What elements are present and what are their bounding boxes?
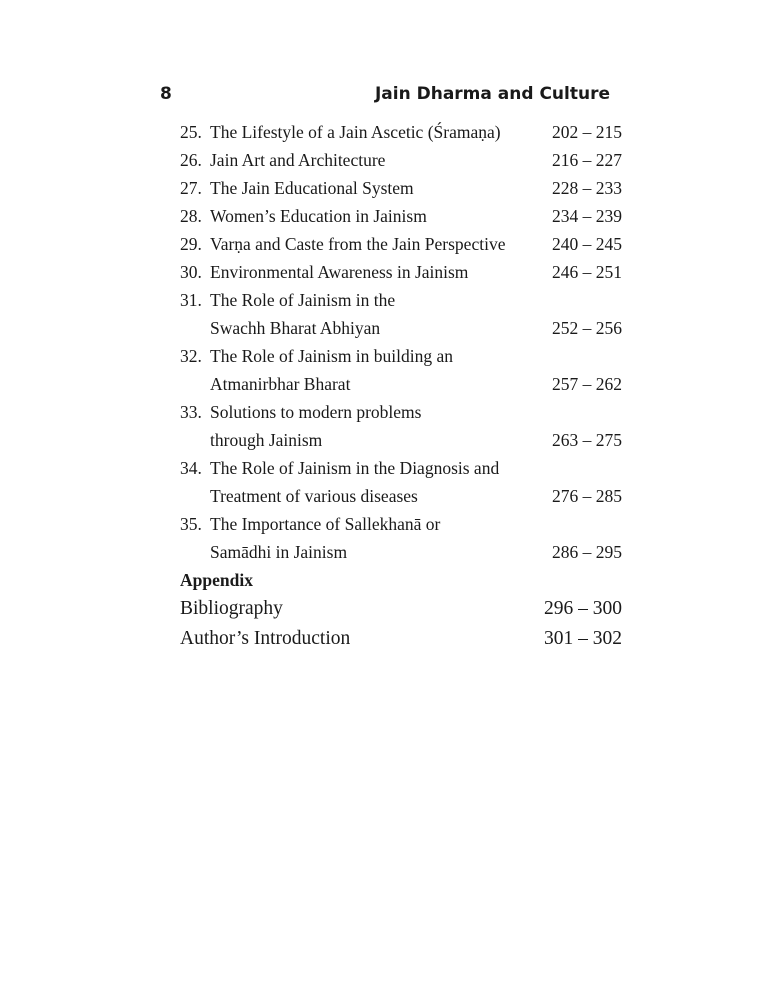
- toc-entry-number: 31.: [180, 290, 202, 310]
- toc-entry-number: 35.: [180, 514, 202, 534]
- toc-entry-continuation: [180, 538, 622, 566]
- appendix-entry-title: Bibliography: [180, 598, 283, 619]
- toc-entry-title: The Importance of Sallekhanā or: [210, 514, 441, 534]
- toc-entry: [180, 510, 622, 538]
- toc-entry-continuation: [180, 370, 622, 398]
- toc-entry-title: The Lifestyle of a Jain Ascetic (Śramaṇa): [210, 122, 501, 142]
- toc-entry-pages: 286 – 295: [552, 542, 622, 562]
- appendix-entry-pages: 296 – 300: [544, 598, 622, 619]
- toc-entry-number: 29.: [180, 234, 202, 254]
- table-of-contents: [180, 118, 622, 654]
- toc-entry-pages: 240 – 245: [552, 234, 622, 254]
- toc-entry-continuation: [180, 314, 622, 342]
- toc-entry-pages: 216 – 227: [552, 150, 622, 170]
- toc-entry-number: 25.: [180, 122, 202, 142]
- page-number: 8: [160, 84, 172, 104]
- toc-entry-pages: 252 – 256: [552, 318, 622, 338]
- toc-entry-title-continued: Treatment of various diseases: [210, 486, 418, 506]
- toc-entry-number: 28.: [180, 206, 202, 226]
- toc-entry-title-continued: Samādhi in Jainism: [210, 542, 348, 562]
- toc-entry-number: 27.: [180, 178, 202, 198]
- toc-entry: [180, 174, 622, 202]
- toc-entry-number: 34.: [180, 458, 202, 478]
- toc-entry: [180, 146, 622, 174]
- toc-entry-pages: 263 – 275: [552, 430, 622, 450]
- toc-entry-title: The Role of Jainism in the Diagnosis and: [210, 458, 500, 478]
- toc-entry-pages: 257 – 262: [552, 374, 622, 394]
- toc-entry-pages: 234 – 239: [552, 206, 622, 226]
- toc-entry-title-continued: through Jainism: [210, 430, 323, 450]
- toc-entry: [180, 454, 622, 482]
- toc-entry-title: The Role of Jainism in building an: [210, 346, 454, 366]
- toc-entry-number: 30.: [180, 262, 202, 282]
- toc-entry: [180, 258, 622, 286]
- toc-entry-title: Environmental Awareness in Jainism: [210, 262, 469, 282]
- toc-entry-pages: 202 – 215: [552, 122, 622, 142]
- toc-entry: [180, 342, 622, 370]
- appendix-entry-pages: 301 – 302: [544, 628, 622, 649]
- toc-entry-title: Women’s Education in Jainism: [210, 206, 427, 226]
- toc-entry-continuation: [180, 482, 622, 510]
- toc-entry-number: 32.: [180, 346, 202, 366]
- running-title: Jain Dharma and Culture: [374, 84, 610, 104]
- toc-entry-title: The Role of Jainism in the: [210, 290, 396, 310]
- appendix-entry-title: Author’s Introduction: [180, 628, 351, 649]
- toc-entry: [180, 118, 622, 146]
- page-header: [160, 82, 610, 108]
- toc-entry: [180, 202, 622, 230]
- toc-entry: [180, 230, 622, 258]
- appendix-entry: [180, 594, 622, 624]
- toc-entry: [180, 398, 622, 426]
- toc-entry-pages: 276 – 285: [552, 486, 622, 506]
- toc-entry-continuation: [180, 426, 622, 454]
- toc-entry-title-continued: Swachh Bharat Abhiyan: [210, 318, 381, 338]
- toc-entry-pages: 246 – 251: [552, 262, 622, 282]
- toc-entry-title: Solutions to modern problems: [210, 402, 422, 422]
- toc-entry-pages: 228 – 233: [552, 178, 622, 198]
- toc-entry-title: The Jain Educational System: [210, 178, 414, 198]
- toc-entry-title-continued: Atmanirbhar Bharat: [210, 374, 351, 394]
- toc-entry-title: Varṇa and Caste from the Jain Perspective: [210, 234, 506, 254]
- toc-entry: [180, 286, 622, 314]
- toc-entry-title: Jain Art and Architecture: [210, 150, 386, 170]
- appendix-heading: Appendix: [180, 570, 253, 590]
- toc-entry-number: 33.: [180, 402, 202, 422]
- toc-entry-number: 26.: [180, 150, 202, 170]
- appendix-entry: [180, 624, 622, 654]
